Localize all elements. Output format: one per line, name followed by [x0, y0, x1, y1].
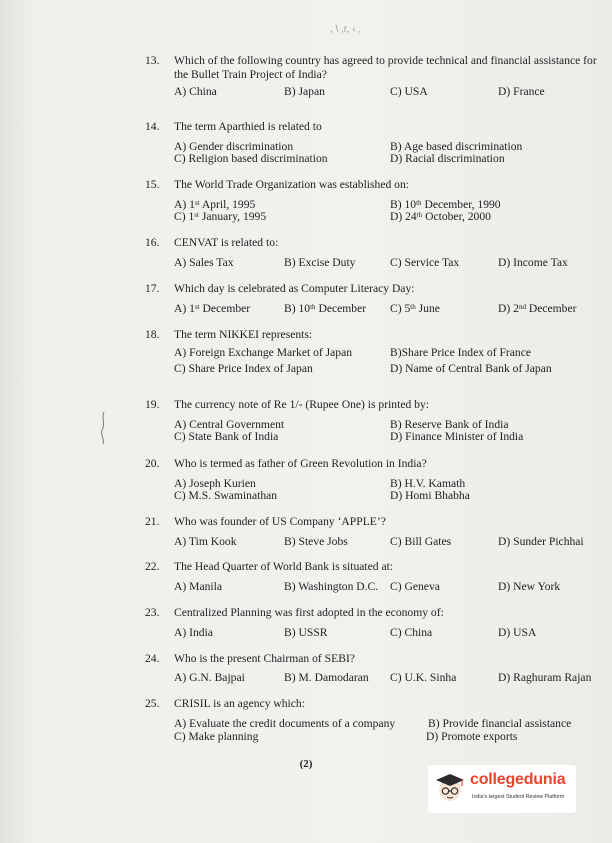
- question-number: 19.: [145, 398, 160, 411]
- option-a: A) G.N. Bajpai: [174, 671, 245, 684]
- option-a: A) Gender discrimination: [174, 140, 294, 153]
- option-c: C) Geneva: [390, 580, 440, 593]
- question-number: 25.: [145, 697, 160, 710]
- option-b: B) 10th December: [284, 302, 367, 315]
- option-c: C) State Bank of India: [174, 430, 279, 443]
- watermark-tagline: India's largest Student Review Platform: [472, 794, 565, 800]
- option-c: C) Make planning: [174, 730, 259, 743]
- option-a: A) Joseph Kurien: [174, 477, 256, 490]
- option-b: B) Excise Duty: [284, 256, 356, 269]
- option-d: D) 2nd December: [498, 302, 577, 315]
- option-d: D) 24th October, 2000: [390, 210, 491, 223]
- option-d: D) Income Tax: [498, 256, 568, 269]
- option-d: D) New York: [498, 580, 561, 593]
- option-c: C) USA: [390, 85, 428, 98]
- option-b: B) M. Damodaran: [284, 671, 369, 684]
- option-b: B) USSR: [284, 626, 328, 639]
- question-text: Which of the following country has agreed to provide technical and financial assistance for the Bullet Train Project of India?: [174, 54, 597, 81]
- question-text: The currency note of Re 1/- (Rupee One) is printed by:: [174, 398, 429, 411]
- option-b: B) Age based discrimination: [390, 140, 523, 153]
- question-text: CENVAT is related to:: [174, 236, 279, 249]
- option-c: C) China: [390, 626, 433, 639]
- option-b: B)Share Price Index of France: [390, 346, 532, 359]
- option-c: C) 5th June: [390, 302, 440, 315]
- option-b: B) Steve Jobs: [284, 535, 348, 548]
- question-number: 18.: [145, 328, 160, 341]
- collegedunia-watermark: [428, 765, 576, 813]
- question-text: CRISIL is an agency which:: [174, 697, 305, 710]
- question-text: The term NIKKEI represents:: [174, 328, 313, 341]
- question-number: 21.: [145, 515, 160, 528]
- option-b: B) 10th December, 1990: [390, 198, 501, 211]
- option-a: A) Manila: [174, 580, 222, 593]
- question-number: 16.: [145, 236, 160, 249]
- option-a: A) Central Government: [174, 418, 285, 431]
- option-d: D) Raghuram Rajan: [498, 671, 592, 684]
- option-c: C) Service Tax: [390, 256, 460, 269]
- question-text: The Head Quarter of World Bank is situated at:: [174, 560, 394, 573]
- option-a: A) Sales Tax: [174, 256, 234, 269]
- question-text: The World Trade Organization was established on:: [174, 178, 409, 191]
- watermark-name: collegedunia: [470, 771, 566, 788]
- question-text: Who is the present Chairman of SEBI?: [174, 652, 355, 665]
- question-number: 14.: [145, 120, 160, 133]
- question-text: Who was founder of US Company ‘APPLE’?: [174, 515, 386, 528]
- option-d: D) France: [498, 85, 545, 98]
- question-number: 24.: [145, 652, 160, 665]
- option-c: C) Religion based discrimination: [174, 152, 328, 165]
- question-number: 15.: [145, 178, 160, 191]
- option-b: B) H.V. Kamath: [390, 477, 466, 490]
- question-text: Which day is celebrated as Computer Literacy Day:: [174, 282, 415, 295]
- option-c: C) U.K. Sinha: [390, 671, 457, 684]
- option-d: D) Sunder Pichhai: [498, 535, 584, 548]
- question-text: Centralized Planning was first adopted in the economy of:: [174, 606, 444, 619]
- option-c: C) M.S. Swaminathan: [174, 489, 278, 502]
- question-number: 13.: [145, 54, 160, 67]
- option-d: D) Racial discrimination: [390, 152, 505, 165]
- header-stamp: , \ ,r, ‹ ,: [330, 24, 362, 35]
- option-a: A) India: [174, 626, 213, 639]
- option-b: B) Reserve Bank of India: [390, 418, 509, 431]
- question-number: 20.: [145, 457, 160, 470]
- option-a: A) Evaluate the credit documents of a company: [174, 717, 396, 730]
- option-a: A) 1st April, 1995: [174, 198, 256, 211]
- option-a: A) Foreign Exchange Market of Japan: [174, 346, 353, 359]
- option-d: D) Homi Bhabha: [390, 489, 470, 502]
- option-c: C) 1st January, 1995: [174, 210, 267, 223]
- option-b: B) Japan: [284, 85, 325, 98]
- option-b: B) Washington D.C.: [284, 580, 379, 593]
- question-text: Who is termed as father of Green Revolution in India?: [174, 457, 427, 470]
- question-number: 17.: [145, 282, 160, 295]
- question-number: 23.: [145, 606, 160, 619]
- question-number: 22.: [145, 560, 160, 573]
- option-c: C) Bill Gates: [390, 535, 452, 548]
- option-d: D) Name of Central Bank of Japan: [390, 362, 552, 375]
- option-d: D) USA: [498, 626, 537, 639]
- option-d: D) Finance Minister of India: [390, 430, 524, 443]
- option-a: A) Tim Kook: [174, 535, 237, 548]
- option-a: A) China: [174, 85, 217, 98]
- page-number: (2): [299, 758, 313, 770]
- option-d: D) Promote exports: [426, 730, 518, 743]
- graduate-avatar-icon: [434, 771, 466, 805]
- question-text: The term Aparthied is related to: [174, 120, 322, 133]
- option-c: C) Share Price Index of Japan: [174, 362, 313, 375]
- option-a: A) 1st December: [174, 302, 251, 315]
- pen-mark-icon: [98, 410, 108, 446]
- option-b: B) Provide financial assistance: [428, 717, 572, 730]
